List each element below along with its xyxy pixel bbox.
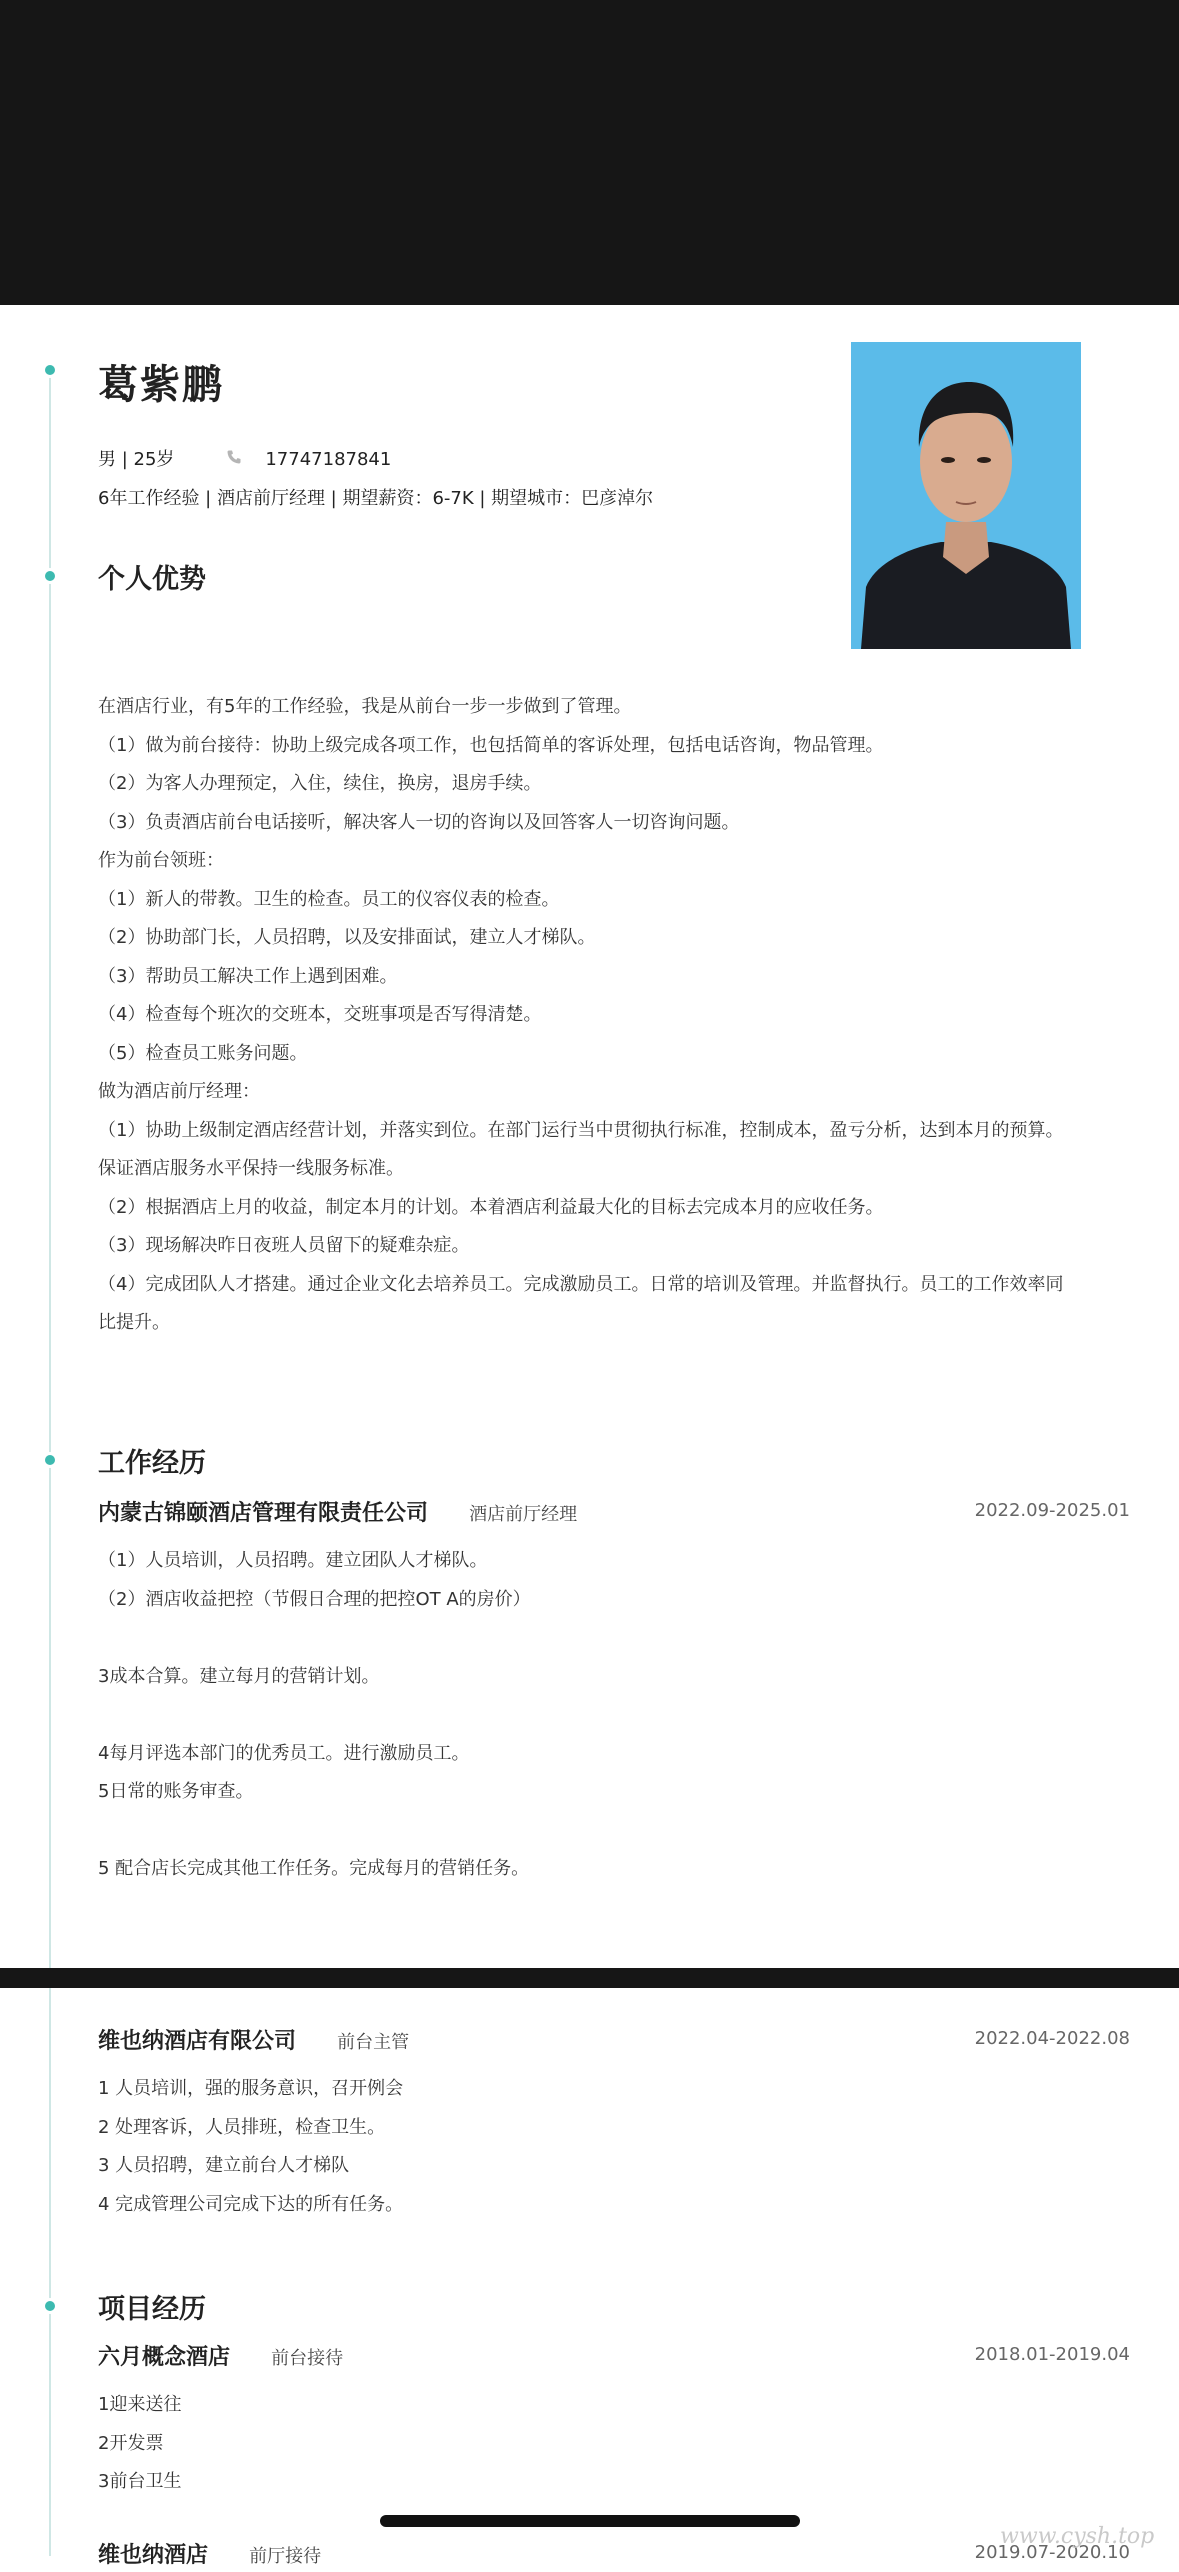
timeline-line: [49, 365, 51, 1968]
advantage-line: 做为酒店前厅经理：: [98, 1081, 260, 1102]
job-line: 5日常的账务审查。: [98, 1781, 254, 1802]
project-company: 六月概念酒店: [98, 2345, 231, 2370]
project-role: 前厅接待: [249, 2546, 322, 2567]
gender-age: 男 | 25岁: [98, 449, 175, 470]
job-line: 3成本合算。建立每月的营销计划。: [98, 1665, 380, 1687]
project-company: 维也纳酒店: [98, 2543, 209, 2568]
job-line: [98, 1812, 1128, 1851]
job-company: 内蒙古锦颐酒店管理有限责任公司: [98, 1501, 429, 1526]
project-role: 前台接待: [271, 2348, 344, 2369]
resume-page-2: [0, 1988, 1179, 2568]
advantage-text: [98, 688, 1128, 1343]
job-date: 2022.09-2025.01: [974, 1500, 1130, 1521]
project-header: [98, 2340, 1130, 2374]
resume-page-1: [0, 305, 1179, 1968]
job-header: [98, 1496, 1130, 1530]
timeline-dot: [42, 2298, 58, 2314]
advantage-line: 作为前台领班：: [98, 850, 224, 871]
timeline-dot: [42, 568, 58, 584]
project-line: 3前台卫生: [98, 2471, 182, 2492]
phone-icon: [226, 449, 242, 465]
advantage-line: 在酒店行业，有5年的工作经验，我是从前台一步一步做到了管理。: [98, 696, 632, 717]
watermark: www.cysh.top: [1000, 2524, 1155, 2549]
job-header: [98, 2024, 1130, 2058]
advantage-line: 比提升。: [98, 1312, 170, 1333]
job-line: 3 人员招聘，建立前台人才梯队: [98, 2155, 350, 2176]
timeline-dot: [42, 362, 58, 378]
project-line: 2开发票: [98, 2432, 164, 2454]
job-line: 5 配合店长完成其他工作任务。完成每月的营销任务。: [98, 1858, 530, 1879]
project-header: [98, 2538, 1130, 2572]
job-date: 2022.04-2022.08: [974, 2028, 1130, 2049]
advantage-line: （1）做为前台接待：协助上级完成各项工作，也包括简单的客诉处理，包括电话咨询，物品管理。: [98, 734, 884, 756]
advantage-line: （1）新人的带教。卫生的检查。员工的仪容仪表的检查。: [98, 888, 560, 910]
page-break-band: [0, 1968, 1179, 1988]
advantage-line: （4）完成团队人才搭建。通过企业文化去培养员工。完成激励员工。日常的培训及管理。并监督执行。员工的工作效率同: [98, 1273, 1064, 1295]
advantage-line: 保证酒店服务水平保持一线服务标准。: [98, 1158, 404, 1179]
job-line: [98, 1619, 1128, 1658]
advantage-line: （3）帮助员工解决工作上遇到困难。: [98, 965, 398, 987]
job-line: 4每月评选本部门的优秀员工。进行激励员工。: [98, 1742, 470, 1764]
section-title-work: 工作经历: [98, 1448, 206, 1479]
advantage-line: （3）负责酒店前台电话接听，解决客人一切的咨询以及回答客人一切咨询问题。: [98, 811, 740, 833]
section-title-project: 项目经历: [98, 2294, 206, 2325]
top-black-band: [0, 0, 1179, 305]
profile-photo: [851, 342, 1081, 649]
basic-info-row: [98, 445, 391, 471]
advantage-line: （4）检查每个班次的交班本，交班事项是否写得清楚。: [98, 1004, 542, 1025]
job-line: 2 处理客诉，人员排班，检查卫生。: [98, 2116, 386, 2138]
advantage-line: （2）协助部门长，人员招聘，以及安排面试，建立人才梯队。: [98, 927, 596, 948]
advantage-line: （3）现场解决昨日夜班人员留下的疑难杂症。: [98, 1235, 470, 1256]
advantage-line: （5）检查员工账务问题。: [98, 1042, 308, 1064]
career-summary: 6年工作经验 | 酒店前厅经理 | 期望薪资：6-7K | 期望城市：巴彦淖尔: [98, 488, 654, 509]
job-description: [98, 2070, 1128, 2224]
project-description: [98, 2386, 1128, 2502]
job-line: （1）人员培训，人员招聘。建立团队人才梯队。: [98, 1550, 488, 1571]
project-date: 2019.07-2020.10: [974, 2542, 1130, 2563]
advantage-line: （1）协助上级制定酒店经营计划，并落实到位。在部门运行当中贯彻执行标准，控制成本，盈亏分析，达到本月的预算。: [98, 1119, 1064, 1141]
phone-number: 17747187841: [265, 449, 392, 470]
advantage-line: （2）为客人办理预定，入住，续住，换房，退房手续。: [98, 773, 542, 794]
job-description: [98, 1542, 1128, 1889]
timeline-line: [49, 1988, 51, 2556]
job-line: 4 完成管理公司完成下达的所有任务。: [98, 2193, 404, 2215]
job-line: 1 人员培训，强的服务意识，召开例会: [98, 2078, 404, 2099]
section-title-advantage: 个人优势: [98, 564, 206, 595]
timeline-dot: [42, 1452, 58, 1468]
job-role: 酒店前厅经理: [469, 1504, 578, 1525]
job-company: 维也纳酒店有限公司: [98, 2029, 297, 2054]
project-date: 2018.01-2019.04: [974, 2344, 1130, 2365]
home-indicator[interactable]: [380, 2515, 800, 2527]
candidate-name: 葛紫鹏: [98, 362, 224, 408]
job-role: 前台主管: [337, 2032, 410, 2053]
job-line: （2）酒店收益把控（节假日合理的把控OT A的房价）: [98, 1588, 531, 1610]
job-line: [98, 1696, 1128, 1735]
advantage-line: （2）根据酒店上月的收益，制定本月的计划。本着酒店利益最大化的目标去完成本月的应收任务。: [98, 1196, 884, 1218]
project-line: 1迎来送往: [98, 2394, 182, 2415]
